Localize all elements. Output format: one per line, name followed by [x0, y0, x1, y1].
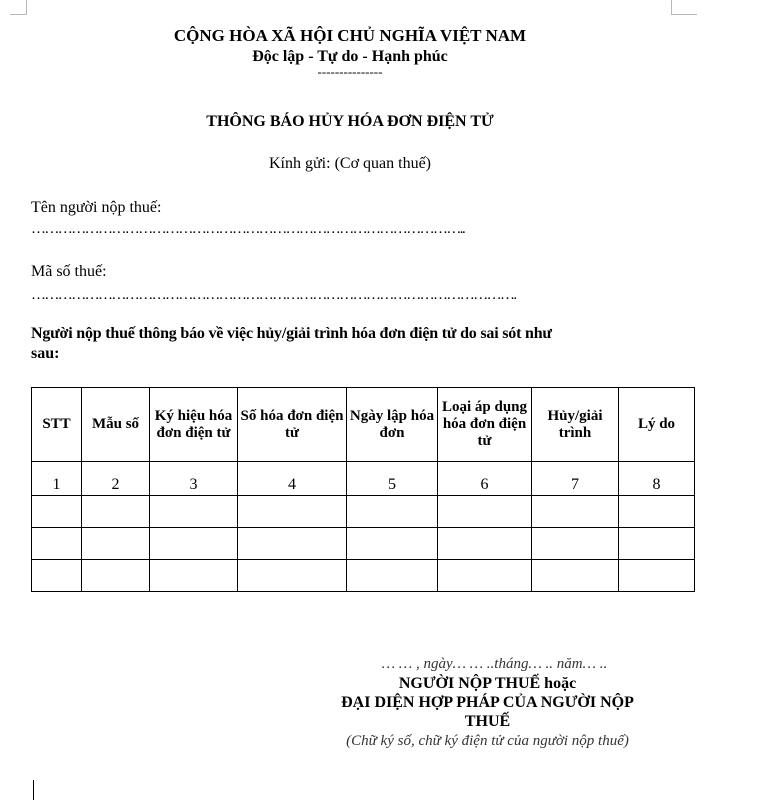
table-cell: [619, 496, 695, 528]
table-row: [32, 560, 695, 592]
header-separator: ---------------: [317, 64, 383, 79]
table-cell: [238, 496, 347, 528]
table-cell: [32, 560, 82, 592]
signature-note: (Chữ ký số, chữ ký điện tử của người nộp thuế): [346, 733, 629, 749]
header-invoice-type: Loại áp dụng hóa đơn điện tử: [438, 388, 532, 462]
table-cell: [438, 560, 532, 592]
notice-line-1: Người nộp thuế thông báo về việc hủy/giải trình hóa đơn điện tử do sai sót như: [31, 325, 552, 342]
column-number: 1: [32, 462, 82, 496]
table-row: [32, 496, 695, 528]
table-cell: [532, 560, 619, 592]
signature-role-line-1: NGƯỜI NỘP THUẾ hoặc: [398, 675, 577, 692]
table-cell: [347, 496, 438, 528]
signature-role-line-2: ĐẠI DIỆN HỢP PHÁP CỦA NGƯỜI NỘP: [341, 694, 634, 711]
table-row: [32, 528, 695, 560]
table-cell: [238, 528, 347, 560]
column-number: 3: [150, 462, 238, 496]
invoice-cancellation-table: [31, 387, 695, 592]
signature-date-line: … … , ngày… … ..tháng… .. năm… ..: [381, 656, 608, 672]
table-cell: [82, 496, 150, 528]
header-reason: Lý do: [619, 388, 695, 462]
signature-role-line-3: THUẾ: [464, 713, 511, 730]
taxpayer-name-label: Tên người nộp thuế:: [31, 199, 162, 216]
column-number: 8: [619, 462, 695, 496]
table-cell: [82, 528, 150, 560]
crop-mark-top-left: [26, 0, 27, 14]
header-invoice-number: Số hóa đơn điện tử: [238, 388, 347, 462]
table-number-row: [32, 462, 695, 496]
crop-mark-top-right: [671, 0, 672, 14]
crop-mark-top-left-h: [10, 14, 27, 15]
column-number: 7: [532, 462, 619, 496]
table-cell: [532, 528, 619, 560]
table-cell: [438, 496, 532, 528]
table-cell: [82, 560, 150, 592]
column-number: 6: [438, 462, 532, 496]
crop-mark-top-right-h: [671, 14, 697, 15]
recipient-line: Kính gửi: (Cơ quan thuế): [269, 155, 431, 172]
column-number: 5: [347, 462, 438, 496]
table-cell: [347, 560, 438, 592]
table-cell: [238, 560, 347, 592]
motto: Độc lập - Tự do - Hạnh phúc: [252, 48, 448, 65]
tax-code-dots: ……………………………………………………………………………………………….: [31, 287, 516, 303]
table-cell: [150, 528, 238, 560]
header-issue-date: Ngày lập hóa đơn: [347, 388, 438, 462]
column-number: 4: [238, 462, 347, 496]
table-cell: [32, 496, 82, 528]
header-stt: STT: [32, 388, 82, 462]
table-cell: [150, 496, 238, 528]
header-cancel-explain: Hủy/giải trình: [532, 388, 619, 462]
notice-line-2: sau:: [31, 345, 60, 362]
header-invoice-symbol: Ký hiệu hóa đơn điện tử: [150, 388, 238, 462]
table-header-row: [32, 388, 695, 462]
table-cell: [619, 528, 695, 560]
table-cell: [532, 496, 619, 528]
signature-block: [300, 655, 675, 751]
table-cell: [32, 528, 82, 560]
document-title: THÔNG BÁO HỦY HÓA ĐƠN ĐIỆN TỬ: [206, 113, 494, 130]
table-cell: [438, 528, 532, 560]
header-form-number: Mẫu số: [82, 388, 150, 462]
crop-mark-bottom-left: [33, 780, 34, 800]
table-cell: [347, 528, 438, 560]
nation-heading: CỘNG HÒA XÃ HỘI CHỦ NGHĨA VIỆT NAM: [173, 26, 527, 45]
table-cell: [619, 560, 695, 592]
taxpayer-name-dots: ……………………………………………………………………………………..: [31, 221, 465, 237]
table-cell: [150, 560, 238, 592]
column-number: 2: [82, 462, 150, 496]
tax-code-label: Mã số thuế:: [31, 263, 107, 280]
